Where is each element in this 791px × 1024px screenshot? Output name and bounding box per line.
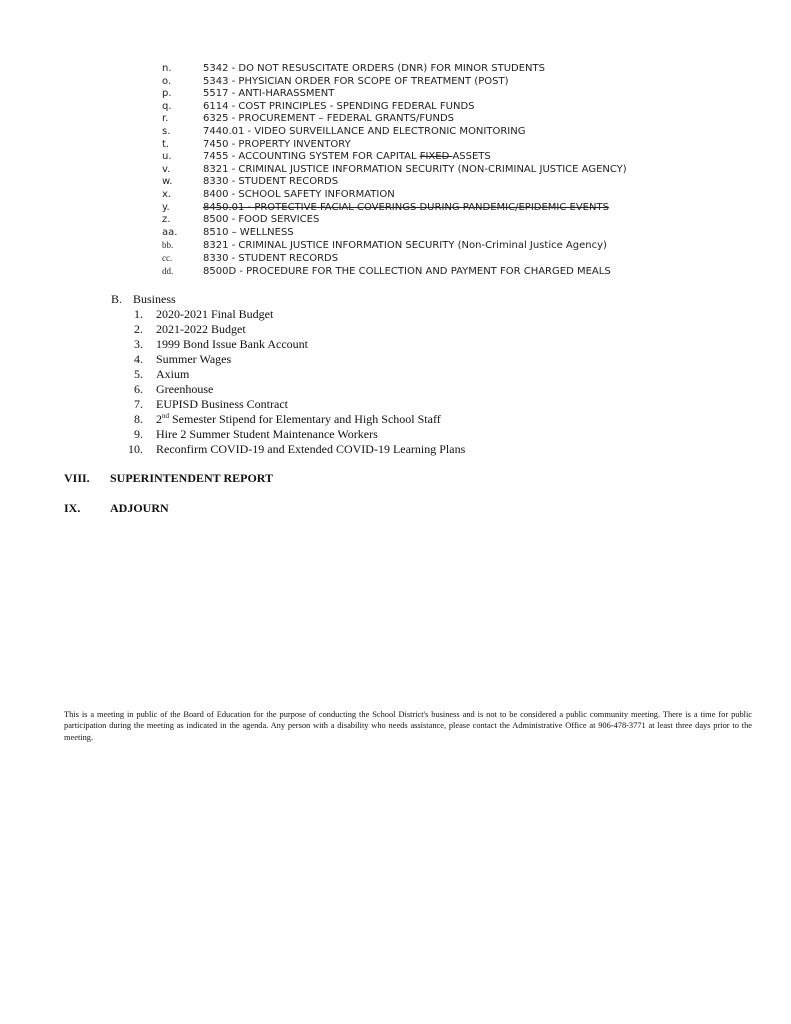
item-letter: dd. [162, 265, 174, 276]
item-text: 8330 - STUDENT RECORDS [203, 252, 339, 264]
policy-item [162, 265, 627, 278]
section-numeral: VIII. [64, 471, 90, 485]
policy-item [162, 227, 627, 240]
business-item [134, 337, 465, 352]
item-text: 8330 - STUDENT RECORDS [203, 176, 339, 188]
policy-item [162, 164, 627, 177]
item-text: 8400 - SCHOOL SAFETY INFORMATION [203, 188, 395, 200]
policy-item [162, 239, 627, 252]
business-item [134, 367, 465, 382]
item-number: 4. [134, 352, 143, 366]
item-number: 6. [134, 382, 143, 396]
item-text: 2021-2022 Budget [156, 322, 246, 336]
item-letter: w. [162, 176, 173, 188]
item-text: Hire 2 Summer Student Maintenance Workers [156, 427, 378, 441]
policy-item [162, 88, 627, 101]
item-letter: o. [162, 75, 172, 87]
item-number: 1. [134, 307, 143, 321]
item-text: Greenhouse [156, 382, 214, 396]
item-text: 6325 - PROCUREMENT – FEDERAL GRANTS/FUNDS [203, 113, 454, 125]
item-text: 6114 - COST PRINCIPLES - SPENDING FEDERAL FUNDS [203, 100, 475, 112]
policy-item [162, 189, 627, 202]
section-title: ADJOURN [110, 501, 169, 515]
item-text: Axium [156, 367, 190, 381]
business-item [134, 382, 465, 397]
struck-text: FIXED [419, 151, 453, 163]
business-item [134, 397, 465, 412]
section-numeral: IX. [64, 501, 81, 515]
section-title: Business [133, 292, 176, 306]
item-number: 7. [134, 397, 143, 411]
policy-item [162, 214, 627, 227]
item-text: 5517 - ANTI-HARASSMENT [203, 88, 335, 100]
item-text-before: 7455 - ACCOUNTING SYSTEM FOR CAPITAL [203, 151, 420, 163]
item-text-lead: 2 [156, 412, 162, 426]
item-text: 7450 - PROPERTY INVENTORY [203, 138, 351, 150]
item-text: Reconfirm COVID-19 and Extended COVID-19 Learning Plans [156, 442, 466, 456]
item-letter: cc. [162, 252, 173, 263]
item-letter: y. [162, 201, 170, 213]
section-title: SUPERINTENDENT REPORT [110, 471, 274, 485]
business-section [111, 292, 176, 307]
item-letter: s. [162, 125, 171, 137]
item-text: 8321 - CRIMINAL JUSTICE INFORMATION SECURITY (Non-Criminal Justice Agency) [203, 240, 607, 252]
struck-text: 8450.01 - PROTECTIVE FACIAL COVERINGS DURING PANDEMIC/EPIDEMIC EVENTS [203, 201, 609, 213]
section-letter: B. [111, 292, 123, 306]
item-text: 8500D - PROCEDURE FOR THE COLLECTION AND PAYMENT FOR CHARGED MEALS [203, 265, 611, 277]
item-letter: r. [162, 113, 169, 125]
policy-item [162, 113, 627, 126]
item-letter: bb. [162, 240, 174, 251]
item-text: 8321 - CRIMINAL JUSTICE INFORMATION SECURITY (NON-CRIMINAL JUSTICE AGENCY) [203, 163, 627, 175]
policy-item [162, 101, 627, 114]
business-item [134, 352, 465, 367]
item-number: 9. [134, 427, 143, 441]
item-text: EUPISD Business Contract [156, 397, 288, 411]
policy-item [162, 139, 627, 152]
item-letter: t. [162, 138, 170, 150]
policy-item [162, 126, 627, 139]
business-item [134, 412, 465, 427]
item-text: 7440.01 - VIDEO SURVEILLANCE AND ELECTRONIC MONITORING [203, 125, 526, 137]
item-letter: n. [162, 63, 172, 74]
ordinal-suffix: nd [162, 412, 169, 420]
item-text: 1999 Bond Issue Bank Account [156, 337, 308, 351]
item-number: 2. [134, 322, 143, 336]
item-number: 5. [134, 367, 143, 381]
item-text-after: ASSETS [452, 151, 491, 163]
business-heading [111, 292, 176, 307]
item-text: 2020-2021 Final Budget [156, 307, 274, 321]
item-letter: u. [162, 151, 172, 163]
item-letter: p. [162, 88, 172, 100]
superintendent-report-heading [64, 471, 273, 486]
item-letter: z. [162, 214, 171, 226]
item-text: Summer Wages [156, 352, 232, 366]
policy-item [162, 151, 627, 164]
item-number: 8. [134, 412, 143, 426]
policy-list [162, 63, 627, 277]
item-text: 5343 - PHYSICIAN ORDER FOR SCOPE OF TREATMENT (POST) [203, 75, 509, 87]
item-text-rest: Semester Stipend for Elementary and High School Staff [169, 412, 441, 426]
adjourn-heading [64, 501, 169, 516]
item-letter: aa. [162, 226, 178, 238]
item-text: 5342 - DO NOT RESUSCITATE ORDERS (DNR) FOR MINOR STUDENTS [203, 63, 545, 74]
item-text: 8500 - FOOD SERVICES [203, 214, 320, 226]
policy-item [162, 176, 627, 189]
business-list [128, 307, 466, 457]
policy-item [162, 63, 627, 76]
item-number: 3. [134, 337, 143, 351]
business-item [134, 427, 465, 442]
public-meeting-notice: This is a meeting in public of the Board of Education for the purpose of conducting the School District's business and is not to be considered a public community meeting. There is a time for public participation during the meeting as indicated in the agenda. Any person with a disability who needs assistance, please contact the Administrative Office at 906-478-3771 at least three days prior to the meeting. [64, 710, 752, 742]
business-item [134, 322, 465, 337]
item-letter: q. [162, 100, 172, 112]
business-item [134, 307, 465, 322]
item-number: 10. [128, 442, 143, 456]
item-letter: x. [162, 188, 172, 200]
business-item [128, 442, 466, 457]
policy-item [162, 202, 627, 215]
item-text: 8510 – WELLNESS [203, 226, 294, 238]
item-letter: v. [162, 163, 171, 175]
policy-item [162, 252, 627, 265]
policy-item [162, 76, 627, 89]
